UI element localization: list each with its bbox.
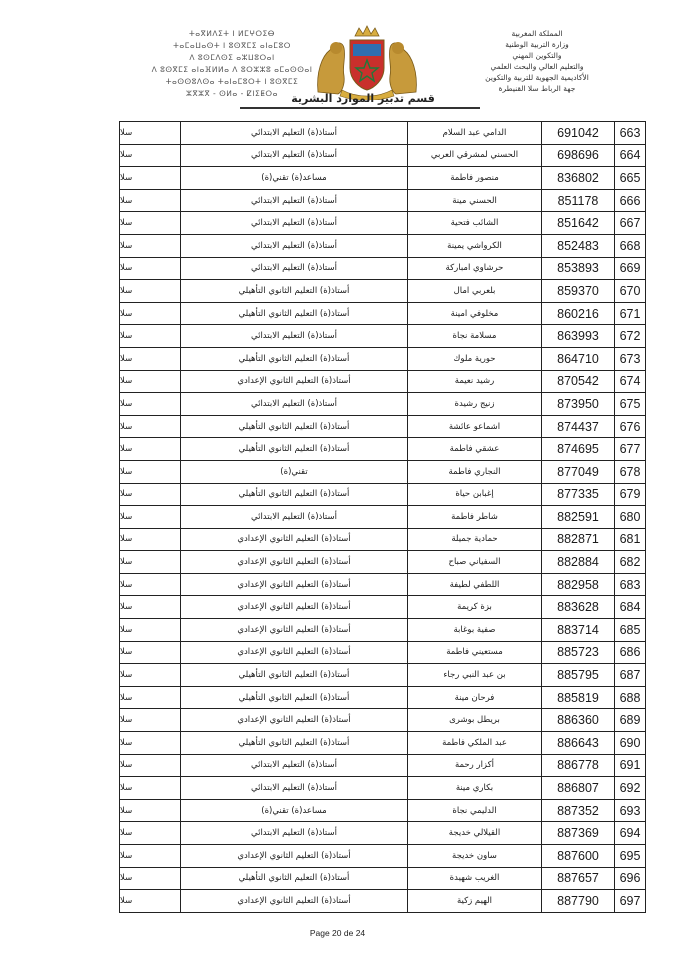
city-cell [120,777,181,800]
name-cell: بلعربي امال [408,280,542,303]
grade-cell: أستاذ(ة) التعليم الابتدائي [181,506,408,529]
city-label: سلا [120,308,133,319]
city-label: سلا [120,647,133,658]
name-cell: فرحان مينة [408,686,542,709]
city-cell [120,438,181,461]
row-number-cell: 679 [615,483,646,506]
city-label: سلا [120,444,133,455]
row-number-cell: 677 [615,438,646,461]
grade-cell: أستاذ(ة) التعليم الثانوي التأهيلي [181,438,408,461]
arabic-header-line: والتكوين المهني [512,51,562,60]
table-row [120,506,646,529]
table-row [120,460,646,483]
name-cell: منصور فاطمة [408,167,542,190]
city-cell [120,573,181,596]
name-cell: مخلوفي امينة [408,302,542,325]
row-number-cell: 675 [615,393,646,416]
city-label: سلا [120,783,133,794]
name-cell: الحسني لمشرقي العربي [408,144,542,167]
name-cell: مستعيني فاطمة [408,641,542,664]
arabic-header-line: جهة الرباط سلا القنيطرة [498,84,576,93]
name-cell: مسلامة نجاة [408,325,542,348]
table-row [120,528,646,551]
code-cell: 698696 [542,144,615,167]
table-row [120,686,646,709]
table-row [120,212,646,235]
name-cell: حورية ملوك [408,347,542,370]
code-cell: 886807 [542,777,615,800]
grade-cell: أستاذ(ة) التعليم الثانوي الإعدادي [181,619,408,642]
table-row [120,845,646,868]
city-label: سلا [120,511,133,522]
city-cell [120,709,181,732]
row-number-cell: 670 [615,280,646,303]
arabic-header-line: والتعليم العالي والبحث العلمي [490,62,584,71]
city-label: سلا [120,218,133,229]
city-label: سلا [120,579,133,590]
city-label: سلا [120,398,133,409]
city-cell [120,506,181,529]
grade-cell: أستاذ(ة) التعليم الثانوي الإعدادي [181,845,408,868]
grade-cell: أستاذ(ة) التعليم الابتدائي [181,189,408,212]
row-number-cell: 691 [615,754,646,777]
row-number-cell: 672 [615,325,646,348]
city-label: سلا [120,850,133,861]
table-row [120,144,646,167]
royal-emblem-icon [312,22,422,100]
city-cell [120,122,181,145]
table-row [120,122,646,145]
city-label: سلا [120,195,133,206]
table-row [120,302,646,325]
tifinagh-line: ⵜⴰⵎⴰⵡⴰⵙⵜ ⵏ ⵓⵙⴳⵎⵉ ⴰⵏⴰⵎⵓⵔ [173,41,291,50]
name-cell: الدليمي نجاة [408,799,542,822]
name-cell: حرشاوي امباركة [408,257,542,280]
row-number-cell: 666 [615,189,646,212]
city-label: سلا [120,376,133,387]
name-cell: صفية بوغابة [408,619,542,642]
staff-table [119,121,646,913]
city-cell [120,845,181,868]
city-cell [120,144,181,167]
name-cell: النجاري فاطمة [408,460,542,483]
city-label: سلا [120,353,133,364]
city-cell [120,257,181,280]
city-cell [120,189,181,212]
table-row [120,370,646,393]
city-cell [120,347,181,370]
row-number-cell: 689 [615,709,646,732]
grade-cell: أستاذ(ة) التعليم الثانوي التأهيلي [181,686,408,709]
name-cell: اشماعو عائشة [408,415,542,438]
page-number: Page 20 de 24 [309,928,366,938]
table-row [120,641,646,664]
row-number-cell: 683 [615,573,646,596]
row-number-cell: 671 [615,302,646,325]
row-number-cell: 673 [615,347,646,370]
row-number-cell: 687 [615,664,646,687]
grade-cell: أستاذ(ة) التعليم الثانوي التأهيلي [181,415,408,438]
code-cell: 886360 [542,709,615,732]
city-label: سلا [120,172,133,183]
name-cell: بن عبد النبي رجاء [408,664,542,687]
city-label: سلا [120,127,133,138]
city-label: سلا [120,805,133,816]
name-cell: القيلالي خديجة [408,822,542,845]
table-row [120,573,646,596]
city-label: سلا [120,421,133,432]
name-cell: الكرواشي يمينة [408,234,542,257]
city-cell [120,167,181,190]
code-cell: 870542 [542,370,615,393]
city-label: سلا [120,557,133,568]
code-cell: 886778 [542,754,615,777]
city-cell [120,551,181,574]
code-cell: 885795 [542,664,615,687]
name-cell: السفياني صباح [408,551,542,574]
table-row [120,257,646,280]
code-cell: 873950 [542,393,615,416]
grade-cell: تقني(ة) [181,460,408,483]
code-cell: 887657 [542,867,615,890]
table-row [120,822,646,845]
city-cell [120,867,181,890]
name-cell: حمادية جميلة [408,528,542,551]
city-cell [120,234,181,257]
arabic-header [457,28,617,94]
code-cell: 885723 [542,641,615,664]
table-row [120,890,646,913]
code-cell: 886643 [542,732,615,755]
grade-cell: أستاذ(ة) التعليم الثانوي الإعدادي [181,641,408,664]
row-number-cell: 667 [615,212,646,235]
table-row [120,664,646,687]
department-title: قسم تدبير الموارد البشرية [291,92,435,105]
tifinagh-line: ⴷ ⵓⵙⴳⵎⵉ ⴰⵏⴰⴼⵍⵍⴰ ⴷ ⵓⵔⵣⵣⵓ ⴰⵎⴰⵙⵙⴰⵏ [151,65,313,74]
tifinagh-line: ⵜⴰⴳⵍⴷⵉⵜ ⵏ ⵍⵎⵖⵔⵉⴱ [189,29,275,38]
row-number-cell: 688 [615,686,646,709]
grade-cell: أستاذ(ة) التعليم الابتدائي [181,144,408,167]
grade-cell: أستاذ(ة) التعليم الابتدائي [181,122,408,145]
grade-cell: أستاذ(ة) التعليم الثانوي الإعدادي [181,528,408,551]
name-cell: بكاري مينة [408,777,542,800]
row-number-cell: 685 [615,619,646,642]
grade-cell: أستاذ(ة) التعليم الثانوي التأهيلي [181,664,408,687]
code-cell: 691042 [542,122,615,145]
code-cell: 851642 [542,212,615,235]
grade-cell: أستاذ(ة) التعليم الثانوي التأهيلي [181,302,408,325]
row-number-cell: 665 [615,167,646,190]
row-number-cell: 669 [615,257,646,280]
grade-cell: أستاذ(ة) التعليم الابتدائي [181,257,408,280]
row-number-cell: 664 [615,144,646,167]
code-cell: 863993 [542,325,615,348]
code-cell: 859370 [542,280,615,303]
code-cell: 874695 [542,438,615,461]
table-row [120,709,646,732]
tifinagh-line: ⵜⴰⵙⵙⵓⴷⵙⴰ ⵜⴰⵏⴰⵎⵓⵔⵜ ⵏ ⵓⵙⴳⵎⵉ [165,77,299,86]
header-divider [240,107,480,109]
city-cell [120,822,181,845]
name-cell: اللطفي لطيفة [408,573,542,596]
city-label: سلا [120,670,133,681]
city-cell [120,890,181,913]
code-cell: 882871 [542,528,615,551]
grade-cell: أستاذ(ة) التعليم الثانوي التأهيلي [181,867,408,890]
table-row [120,777,646,800]
row-number-cell: 681 [615,528,646,551]
name-cell: عبد الملكي فاطمة [408,732,542,755]
row-number-cell: 680 [615,506,646,529]
name-cell: الهيم زكية [408,890,542,913]
table-row [120,234,646,257]
city-cell [120,212,181,235]
city-label: سلا [120,624,133,635]
city-cell [120,664,181,687]
table-row [120,732,646,755]
grade-cell: أستاذ(ة) التعليم الثانوي الإعدادي [181,370,408,393]
city-label: سلا [120,466,133,477]
row-number-cell: 686 [615,641,646,664]
row-number-cell: 663 [615,122,646,145]
table-row [120,189,646,212]
code-cell: 887790 [542,890,615,913]
name-cell: الدامي عبد السلام [408,122,542,145]
table-row [120,754,646,777]
code-cell: 851178 [542,189,615,212]
city-label: سلا [120,895,133,906]
arabic-header-line: المملكة المغربية [511,29,563,38]
code-cell: 853893 [542,257,615,280]
grade-cell: أستاذ(ة) التعليم الابتدائي [181,777,408,800]
code-cell: 882884 [542,551,615,574]
table-row [120,551,646,574]
name-cell: أكزار رحمة [408,754,542,777]
grade-cell: أستاذ(ة) التعليم الابتدائي [181,393,408,416]
grade-cell: مساعد(ة) تقني(ة) [181,167,408,190]
row-number-cell: 693 [615,799,646,822]
code-cell: 864710 [542,347,615,370]
name-cell: بريطل بوشرى [408,709,542,732]
table-row [120,799,646,822]
city-label: سلا [120,534,133,545]
code-cell: 882958 [542,573,615,596]
city-label: سلا [120,602,133,613]
city-label: سلا [120,489,133,500]
name-cell: الشائب فتحية [408,212,542,235]
city-cell [120,732,181,755]
city-label: سلا [120,715,133,726]
city-label: سلا [120,150,133,161]
city-label: سلا [120,263,133,274]
grade-cell: أستاذ(ة) التعليم الثانوي الإعدادي [181,573,408,596]
city-label: سلا [120,760,133,771]
grade-cell: أستاذ(ة) التعليم الابتدائي [181,754,408,777]
row-number-cell: 696 [615,867,646,890]
city-label: سلا [120,240,133,251]
grade-cell: أستاذ(ة) التعليم الابتدائي [181,822,408,845]
grade-cell: أستاذ(ة) التعليم الثانوي التأهيلي [181,347,408,370]
name-cell: زنيج رشيدة [408,393,542,416]
document-header [0,0,675,118]
arabic-header-line: الأكاديمية الجهوية للتربية والتكوين [485,73,589,82]
grade-cell: أستاذ(ة) التعليم الابتدائي [181,212,408,235]
name-cell: رشيد نعيمة [408,370,542,393]
city-label: سلا [120,737,133,748]
city-cell [120,415,181,438]
tifinagh-line: ⴷ ⵓⵙⵎⴷⵙⵉ ⴰⵣⵡⵓⵔⴰⵏ [189,53,275,62]
name-cell: شاطر فاطمة [408,506,542,529]
table-row [120,596,646,619]
row-number-cell: 694 [615,822,646,845]
name-cell: الغريب شهيدة [408,867,542,890]
table-row [120,280,646,303]
city-cell [120,280,181,303]
city-cell [120,641,181,664]
code-cell: 877049 [542,460,615,483]
city-cell [120,302,181,325]
city-label: سلا [120,873,133,884]
city-cell [120,370,181,393]
row-number-cell: 697 [615,890,646,913]
code-cell: 874437 [542,415,615,438]
table-row [120,438,646,461]
code-cell: 885819 [542,686,615,709]
row-number-cell: 678 [615,460,646,483]
grade-cell: أستاذ(ة) التعليم الثانوي التأهيلي [181,483,408,506]
row-number-cell: 668 [615,234,646,257]
name-cell: الحسني مينة [408,189,542,212]
city-cell [120,393,181,416]
table-row [120,619,646,642]
city-cell [120,325,181,348]
grade-cell: أستاذ(ة) التعليم الثانوي الإعدادي [181,596,408,619]
row-number-cell: 682 [615,551,646,574]
code-cell: 882591 [542,506,615,529]
city-cell [120,686,181,709]
code-cell: 883714 [542,619,615,642]
tifinagh-line: ⵣⴳⵣⴳ - ⵙⵍⴰ - ⵇⵏⵉⵟⵔⴰ [186,89,278,98]
grade-cell: أستاذ(ة) التعليم الثانوي التأهيلي [181,280,408,303]
row-number-cell: 676 [615,415,646,438]
code-cell: 883628 [542,596,615,619]
table-row [120,167,646,190]
name-cell: ساون خديجة [408,845,542,868]
table-row [120,325,646,348]
grade-cell: أستاذ(ة) التعليم الابتدائي [181,325,408,348]
row-number-cell: 674 [615,370,646,393]
code-cell: 860216 [542,302,615,325]
table-row [120,483,646,506]
arabic-header-line: وزارة التربية الوطنية [505,40,569,49]
city-cell [120,483,181,506]
city-cell [120,460,181,483]
code-cell: 852483 [542,234,615,257]
city-label: سلا [120,828,133,839]
code-cell: 887369 [542,822,615,845]
grade-cell: مساعد(ة) تقني(ة) [181,799,408,822]
city-cell [120,528,181,551]
table-row [120,347,646,370]
city-cell [120,799,181,822]
table-row [120,867,646,890]
city-cell [120,596,181,619]
code-cell: 836802 [542,167,615,190]
row-number-cell: 690 [615,732,646,755]
name-cell: بزة كريمة [408,596,542,619]
code-cell: 887600 [542,845,615,868]
table-row [120,415,646,438]
row-number-cell: 695 [615,845,646,868]
city-cell [120,754,181,777]
name-cell: إغبابن حياة [408,483,542,506]
city-label: سلا [120,331,133,342]
city-label: سلا [120,285,133,296]
grade-cell: أستاذ(ة) التعليم الثانوي الإعدادي [181,709,408,732]
code-cell: 877335 [542,483,615,506]
row-number-cell: 692 [615,777,646,800]
table-row [120,393,646,416]
grade-cell: أستاذ(ة) التعليم الثانوي الإعدادي [181,551,408,574]
name-cell: عشقي فاطمة [408,438,542,461]
code-cell: 887352 [542,799,615,822]
grade-cell: أستاذ(ة) التعليم الثانوي الإعدادي [181,890,408,913]
grade-cell: أستاذ(ة) التعليم الثانوي التأهيلي [181,732,408,755]
city-cell [120,619,181,642]
city-label: سلا [120,692,133,703]
grade-cell: أستاذ(ة) التعليم الابتدائي [181,234,408,257]
row-number-cell: 684 [615,596,646,619]
